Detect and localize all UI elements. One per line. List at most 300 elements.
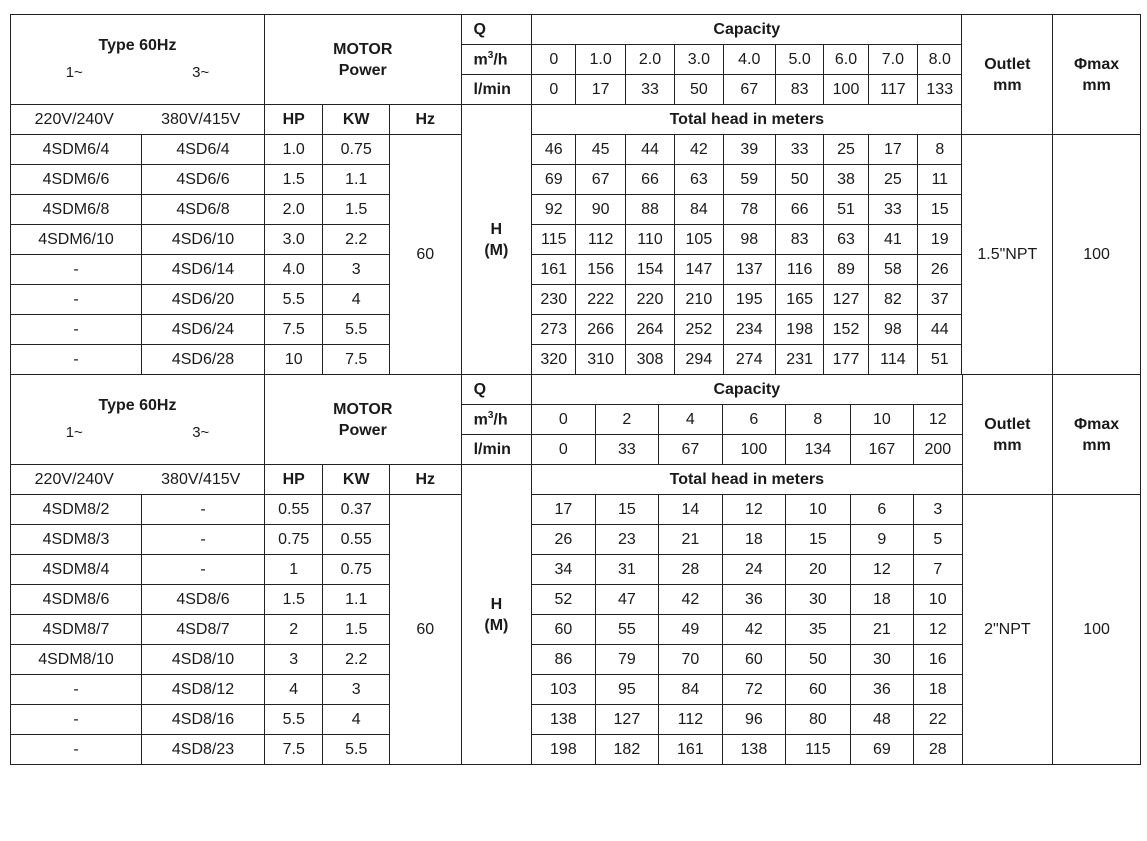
head-value: 51	[918, 345, 962, 375]
volt1-label: 220V/240V	[34, 110, 114, 128]
head-value: 36	[850, 675, 914, 705]
lmin-value: 0	[532, 435, 596, 465]
head-value: 60	[532, 615, 596, 645]
model-3phase: 4SD6/24	[142, 315, 265, 345]
head-value: 127	[595, 705, 659, 735]
head-value: 152	[824, 315, 868, 345]
model-3phase: 4SD8/16	[142, 705, 265, 735]
phi-unit: mm	[1082, 76, 1111, 94]
model-1phase: 4SDM8/6	[11, 585, 142, 615]
pump-table-6	[10, 14, 1141, 375]
model-1phase: 4SDM6/10	[11, 225, 142, 255]
model-3phase: 4SD8/7	[142, 615, 265, 645]
hp-value: 3.0	[264, 225, 322, 255]
phi-label: Φmax	[1074, 55, 1120, 73]
model-1phase: 4SDM8/7	[11, 615, 142, 645]
phi-unit: mm	[1082, 436, 1111, 454]
lmin-value: 200	[914, 435, 962, 465]
head-value: 37	[918, 285, 962, 315]
lmin-value: 100	[722, 435, 786, 465]
m-label: (M)	[484, 616, 509, 634]
volt3-label: 380V/415V	[161, 470, 241, 488]
voltage-header	[11, 105, 265, 135]
phi-max-header	[1053, 375, 1141, 495]
hp-value: 4	[265, 675, 323, 705]
phi-max-value: 100	[1053, 495, 1141, 765]
hp-value: 2	[265, 615, 323, 645]
head-value: 69	[850, 735, 914, 765]
table-row	[11, 135, 1141, 165]
head-value: 294	[675, 345, 723, 375]
head-value: 138	[532, 705, 596, 735]
model-3phase: 4SD6/20	[142, 285, 265, 315]
kw-value: 1.1	[323, 585, 390, 615]
m3h-value: 6	[722, 405, 786, 435]
head-value: 198	[532, 735, 596, 765]
hp-value: 0.55	[265, 495, 323, 525]
head-value: 42	[675, 135, 723, 165]
hp-label: HP	[264, 105, 322, 135]
head-value: 60	[786, 675, 851, 705]
hz-value: 60	[389, 135, 461, 375]
head-value: 161	[659, 735, 723, 765]
head-value: 15	[786, 525, 851, 555]
head-value: 31	[595, 555, 659, 585]
hp-value: 5.5	[264, 285, 322, 315]
head-value: 231	[775, 345, 823, 375]
m3h-value: 3.0	[675, 45, 723, 75]
kw-value: 4	[323, 705, 390, 735]
head-value: 50	[786, 645, 851, 675]
model-1phase: -	[11, 255, 142, 285]
head-value: 198	[775, 315, 823, 345]
m3h-label: $m^3/h$	[461, 405, 532, 435]
hp-value: 1	[265, 555, 323, 585]
total-head-label: Total head in meters	[532, 465, 962, 495]
volt3-label: 380V/415V	[161, 110, 241, 128]
hz-label: Hz	[389, 105, 461, 135]
head-value: 115	[786, 735, 851, 765]
head-value: 98	[723, 225, 775, 255]
head-value: 70	[659, 645, 723, 675]
head-value: 177	[824, 345, 868, 375]
head-value: 12	[914, 615, 962, 645]
head-value: 82	[868, 285, 917, 315]
head-value: 28	[914, 735, 962, 765]
model-3phase: 4SD6/6	[142, 165, 265, 195]
type-label: Type 60Hz	[98, 396, 177, 414]
phi-max-header	[1053, 15, 1141, 135]
head-value: 80	[786, 705, 851, 735]
m3h-value: 8	[786, 405, 851, 435]
kw-value: 3	[323, 675, 390, 705]
hp-value: 10	[264, 345, 322, 375]
type-label: Type 60Hz	[98, 36, 177, 54]
head-value: 6	[850, 495, 914, 525]
head-value: 15	[595, 495, 659, 525]
head-value: 84	[659, 675, 723, 705]
model-1phase: 4SDM8/3	[11, 525, 142, 555]
head-value: 90	[576, 195, 625, 225]
outlet-header	[962, 15, 1053, 135]
outlet-value: 1.5"NPT	[962, 135, 1053, 375]
head-value: 52	[532, 585, 596, 615]
lmin-value: 134	[786, 435, 851, 465]
head-value: 58	[868, 255, 917, 285]
phase1-label: 1~	[65, 63, 83, 81]
lmin-value: 33	[625, 75, 674, 105]
power-label: Power	[338, 421, 387, 439]
head-value: 50	[775, 165, 823, 195]
head-value: 49	[659, 615, 723, 645]
lmin-value: 100	[824, 75, 868, 105]
head-value: 38	[824, 165, 868, 195]
head-value: 22	[914, 705, 962, 735]
head-value: 12	[850, 555, 914, 585]
head-value: 42	[722, 615, 786, 645]
model-3phase: -	[142, 555, 265, 585]
total-head-label: Total head in meters	[532, 105, 962, 135]
m3h-value: 2.0	[625, 45, 674, 75]
model-3phase: -	[142, 495, 265, 525]
model-3phase: 4SD8/12	[142, 675, 265, 705]
head-value: 195	[723, 285, 775, 315]
hp-value: 0.75	[265, 525, 323, 555]
head-value: 308	[625, 345, 674, 375]
head-value: 39	[723, 135, 775, 165]
phase1-label: 1~	[65, 423, 83, 441]
capacity-label: Capacity	[532, 375, 962, 405]
model-3phase: 4SD6/28	[142, 345, 265, 375]
model-1phase: -	[11, 705, 142, 735]
h-label: H	[490, 595, 503, 613]
phase3-label: 3~	[192, 423, 210, 441]
head-value: 59	[723, 165, 775, 195]
head-value: 26	[532, 525, 596, 555]
head-value: 14	[659, 495, 723, 525]
head-value: 30	[850, 645, 914, 675]
head-value: 20	[786, 555, 851, 585]
head-value: 92	[532, 195, 576, 225]
head-value: 110	[625, 225, 674, 255]
power-label: Power	[338, 61, 387, 79]
model-3phase: 4SD6/4	[142, 135, 265, 165]
head-value: 98	[868, 315, 917, 345]
head-value: 9	[850, 525, 914, 555]
head-value: 165	[775, 285, 823, 315]
m-label: (M)	[484, 241, 509, 259]
outlet-label: Outlet	[984, 415, 1031, 433]
kw-value: 5.5	[323, 315, 390, 345]
m3h-value: 12	[914, 405, 962, 435]
kw-label: KW	[323, 105, 390, 135]
head-value: 18	[850, 585, 914, 615]
h-m-label	[461, 465, 532, 765]
motor-label: MOTOR	[333, 40, 393, 58]
model-1phase: -	[11, 315, 142, 345]
m3h-value: 8.0	[918, 45, 962, 75]
m3h-value: 0	[532, 405, 596, 435]
kw-value: 0.75	[323, 135, 390, 165]
lmin-value: 0	[532, 75, 576, 105]
lmin-label: l/min	[461, 75, 532, 105]
head-value: 234	[723, 315, 775, 345]
m3h-value: 4	[659, 405, 723, 435]
head-value: 96	[722, 705, 786, 735]
head-value: 79	[595, 645, 659, 675]
kw-value: 0.55	[323, 525, 390, 555]
lmin-value: 83	[775, 75, 823, 105]
type-header	[11, 375, 265, 465]
lmin-value: 133	[918, 75, 962, 105]
header-row-q	[11, 15, 1141, 45]
kw-value: 4	[323, 285, 390, 315]
model-1phase: -	[11, 675, 142, 705]
hp-label: HP	[265, 465, 323, 495]
head-value: 105	[675, 225, 723, 255]
head-value: 266	[576, 315, 625, 345]
model-1phase: -	[11, 285, 142, 315]
head-value: 25	[868, 165, 917, 195]
q-label: Q	[461, 375, 532, 405]
head-value: 230	[532, 285, 576, 315]
model-3phase: 4SD6/10	[142, 225, 265, 255]
head-value: 273	[532, 315, 576, 345]
voltage-header	[11, 465, 265, 495]
q-label: Q	[461, 15, 532, 45]
table-row	[11, 495, 1141, 525]
head-value: 30	[786, 585, 851, 615]
type-header	[11, 15, 265, 105]
kw-value: 0.75	[323, 555, 390, 585]
head-value: 25	[824, 135, 868, 165]
kw-value: 2.2	[323, 225, 390, 255]
lmin-label: l/min	[461, 435, 532, 465]
hp-value: 2.0	[264, 195, 322, 225]
head-value: 5	[914, 525, 962, 555]
head-value: 222	[576, 285, 625, 315]
hp-value: 7.5	[264, 315, 322, 345]
model-1phase: 4SDM8/10	[11, 645, 142, 675]
m3h-value: 7.0	[868, 45, 917, 75]
motor-power-header	[265, 375, 462, 465]
head-value: 86	[532, 645, 596, 675]
head-value: 42	[659, 585, 723, 615]
head-value: 210	[675, 285, 723, 315]
head-value: 18	[722, 525, 786, 555]
head-value: 10	[914, 585, 962, 615]
head-value: 35	[786, 615, 851, 645]
head-value: 17	[868, 135, 917, 165]
outlet-header	[962, 375, 1053, 495]
head-value: 63	[824, 225, 868, 255]
head-value: 18	[914, 675, 962, 705]
head-value: 67	[576, 165, 625, 195]
head-value: 17	[532, 495, 596, 525]
head-value: 127	[824, 285, 868, 315]
head-value: 34	[532, 555, 596, 585]
model-1phase: 4SDM6/6	[11, 165, 142, 195]
hp-value: 3	[265, 645, 323, 675]
kw-value: 1.1	[323, 165, 390, 195]
lmin-value: 117	[868, 75, 917, 105]
h-m-label	[461, 105, 532, 375]
head-value: 112	[576, 225, 625, 255]
lmin-value: 50	[675, 75, 723, 105]
head-value: 72	[722, 675, 786, 705]
model-3phase: 4SD6/8	[142, 195, 265, 225]
model-3phase: -	[142, 525, 265, 555]
head-value: 137	[723, 255, 775, 285]
head-value: 182	[595, 735, 659, 765]
head-value: 154	[625, 255, 674, 285]
lmin-value: 67	[723, 75, 775, 105]
hp-value: 4.0	[264, 255, 322, 285]
head-value: 66	[625, 165, 674, 195]
hp-value: 1.5	[264, 165, 322, 195]
head-value: 156	[576, 255, 625, 285]
kw-value: 2.2	[323, 645, 390, 675]
header-row-q	[11, 375, 1141, 405]
outlet-unit: mm	[993, 76, 1022, 94]
capacity-label: Capacity	[532, 15, 962, 45]
head-value: 46	[532, 135, 576, 165]
head-value: 320	[532, 345, 576, 375]
model-3phase: 4SD8/6	[142, 585, 265, 615]
outlet-unit: mm	[993, 436, 1022, 454]
head-value: 10	[786, 495, 851, 525]
head-value: 12	[722, 495, 786, 525]
hp-value: 7.5	[265, 735, 323, 765]
model-1phase: -	[11, 735, 142, 765]
phi-label: Φmax	[1074, 415, 1120, 433]
m3h-label: $m^3/h$	[461, 45, 532, 75]
m3h-value: 0	[532, 45, 576, 75]
m3h-value: 1.0	[576, 45, 625, 75]
head-value: 69	[532, 165, 576, 195]
head-value: 252	[675, 315, 723, 345]
lmin-value: 167	[850, 435, 914, 465]
head-value: 84	[675, 195, 723, 225]
hz-label: Hz	[389, 465, 461, 495]
head-value: 95	[595, 675, 659, 705]
head-value: 21	[850, 615, 914, 645]
model-3phase: 4SD6/14	[142, 255, 265, 285]
h-label: H	[490, 220, 503, 238]
head-value: 103	[532, 675, 596, 705]
head-value: 28	[659, 555, 723, 585]
lmin-value: 33	[595, 435, 659, 465]
head-value: 48	[850, 705, 914, 735]
head-value: 115	[532, 225, 576, 255]
head-value: 60	[722, 645, 786, 675]
head-value: 112	[659, 705, 723, 735]
pump-performance-document	[10, 14, 1141, 765]
head-value: 45	[576, 135, 625, 165]
head-value: 116	[775, 255, 823, 285]
head-value: 36	[722, 585, 786, 615]
head-value: 33	[868, 195, 917, 225]
model-1phase: 4SDM8/4	[11, 555, 142, 585]
head-value: 78	[723, 195, 775, 225]
head-value: 41	[868, 225, 917, 255]
head-value: 51	[824, 195, 868, 225]
model-1phase: 4SDM8/2	[11, 495, 142, 525]
kw-value: 0.37	[323, 495, 390, 525]
head-value: 83	[775, 225, 823, 255]
model-1phase: 4SDM6/4	[11, 135, 142, 165]
head-value: 88	[625, 195, 674, 225]
kw-label: KW	[323, 465, 390, 495]
head-value: 8	[918, 135, 962, 165]
lmin-value: 67	[659, 435, 723, 465]
head-value: 161	[532, 255, 576, 285]
head-value: 44	[625, 135, 674, 165]
kw-value: 1.5	[323, 195, 390, 225]
outlet-label: Outlet	[984, 55, 1031, 73]
kw-value: 3	[323, 255, 390, 285]
hp-value: 1.0	[264, 135, 322, 165]
m3h-value: 5.0	[775, 45, 823, 75]
head-value: 44	[918, 315, 962, 345]
head-value: 147	[675, 255, 723, 285]
head-value: 26	[918, 255, 962, 285]
model-3phase: 4SD8/10	[142, 645, 265, 675]
head-value: 220	[625, 285, 674, 315]
lmin-value: 17	[576, 75, 625, 105]
head-value: 24	[722, 555, 786, 585]
hp-value: 5.5	[265, 705, 323, 735]
head-value: 138	[722, 735, 786, 765]
head-value: 63	[675, 165, 723, 195]
head-value: 15	[918, 195, 962, 225]
head-value: 21	[659, 525, 723, 555]
head-value: 66	[775, 195, 823, 225]
m3h-value: 2	[595, 405, 659, 435]
phi-max-value: 100	[1053, 135, 1141, 375]
head-value: 33	[775, 135, 823, 165]
volt1-label: 220V/240V	[34, 470, 114, 488]
head-value: 47	[595, 585, 659, 615]
head-value: 89	[824, 255, 868, 285]
motor-power-header	[264, 15, 461, 105]
head-value: 16	[914, 645, 962, 675]
head-value: 274	[723, 345, 775, 375]
hp-value: 1.5	[265, 585, 323, 615]
head-value: 114	[868, 345, 917, 375]
head-value: 3	[914, 495, 962, 525]
motor-label: MOTOR	[333, 400, 393, 418]
kw-value: 1.5	[323, 615, 390, 645]
m3h-value: 4.0	[723, 45, 775, 75]
m3h-value: 6.0	[824, 45, 868, 75]
head-value: 264	[625, 315, 674, 345]
model-3phase: 4SD8/23	[142, 735, 265, 765]
model-1phase: 4SDM6/8	[11, 195, 142, 225]
kw-value: 7.5	[323, 345, 390, 375]
head-value: 55	[595, 615, 659, 645]
model-1phase: -	[11, 345, 142, 375]
head-value: 11	[918, 165, 962, 195]
phase3-label: 3~	[192, 63, 210, 81]
head-value: 310	[576, 345, 625, 375]
head-value: 19	[918, 225, 962, 255]
outlet-value: 2"NPT	[962, 495, 1053, 765]
pump-table-8	[10, 374, 1141, 765]
head-value: 7	[914, 555, 962, 585]
head-value: 23	[595, 525, 659, 555]
m3h-value: 10	[850, 405, 914, 435]
